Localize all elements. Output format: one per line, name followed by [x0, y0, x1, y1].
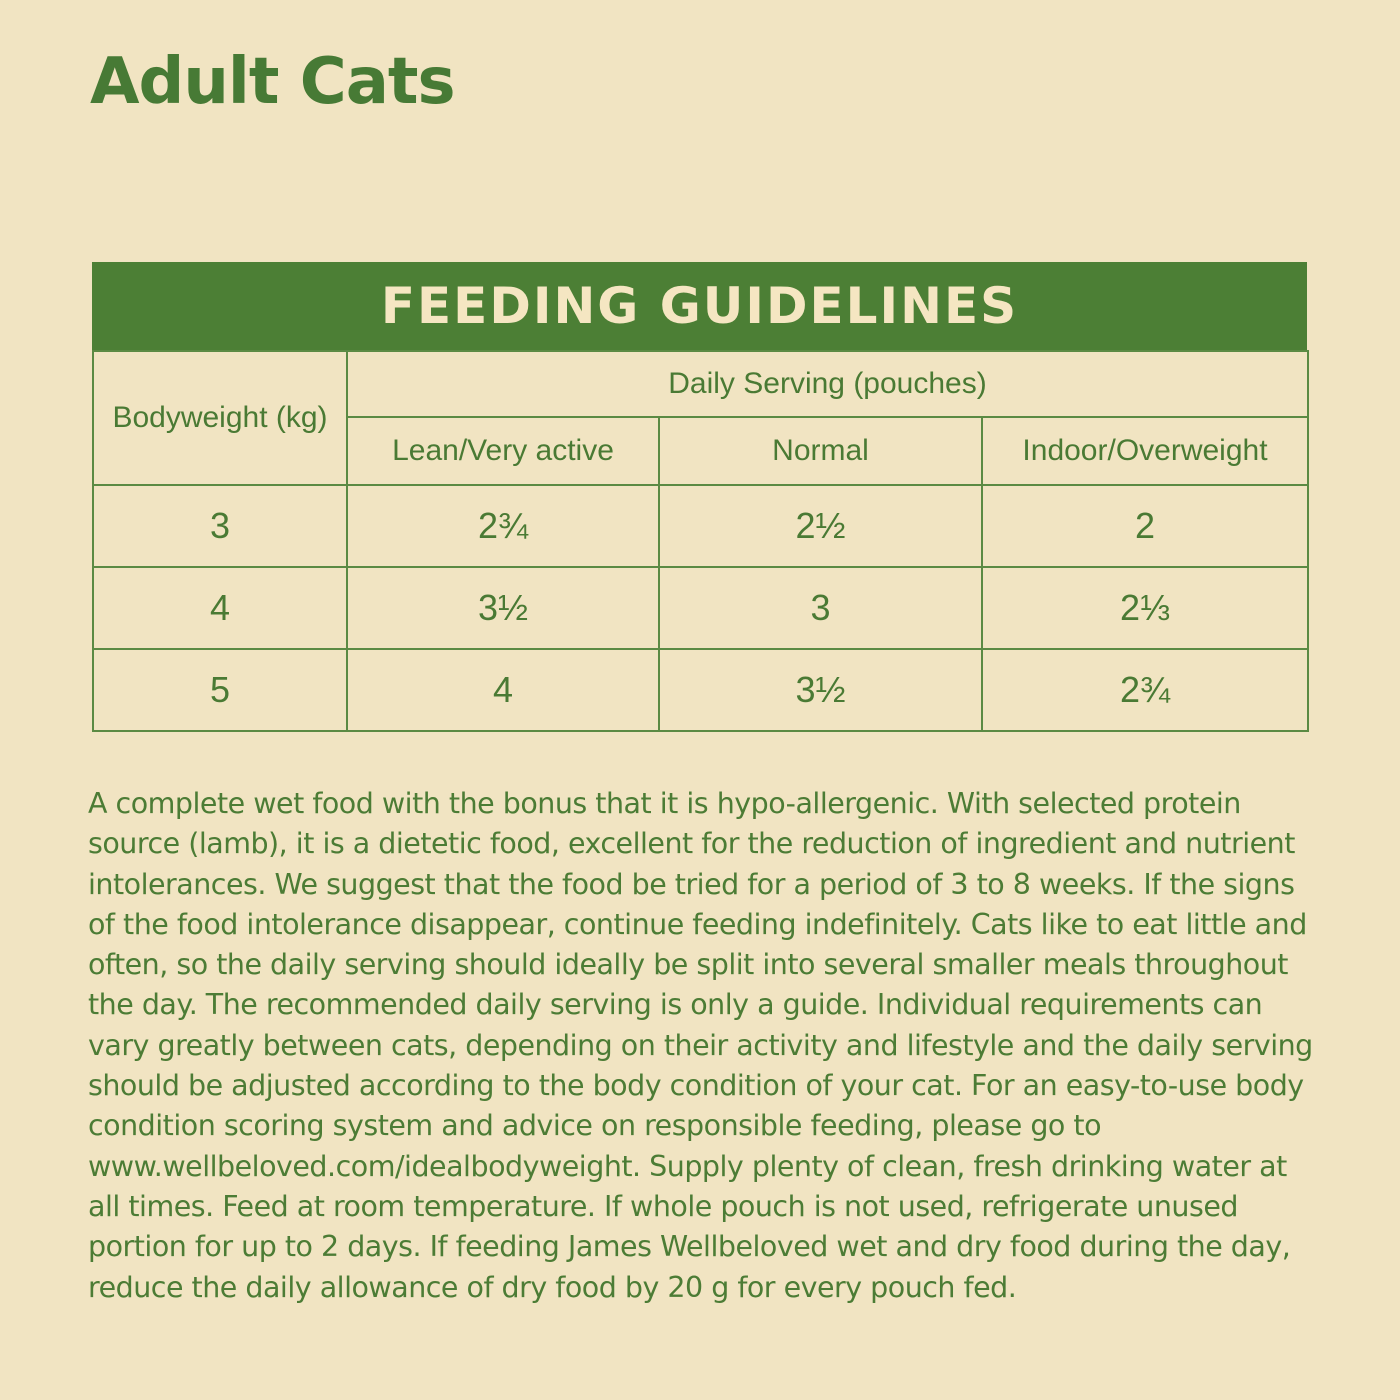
lean-serving-cell: 2¾ — [347, 485, 659, 567]
page-title: Adult Cats — [90, 45, 455, 119]
table-banner: FEEDING GUIDELINES — [92, 262, 1307, 350]
normal-serving-cell: 3½ — [659, 649, 982, 731]
normal-header: Normal — [659, 417, 982, 485]
indoor-overweight-header: Indoor/Overweight — [982, 417, 1308, 485]
bodyweight-cell: 5 — [93, 649, 347, 731]
bodyweight-header: Bodyweight (kg) — [93, 351, 347, 485]
table-row — [93, 649, 1308, 731]
daily-serving-header: Daily Serving (pouches) — [347, 351, 1308, 417]
indoor-serving-cell: 2¾ — [982, 649, 1308, 731]
feeding-table — [92, 350, 1309, 732]
indoor-serving-cell: 2 — [982, 485, 1308, 567]
lean-serving-cell: 3½ — [347, 567, 659, 649]
lean-very-active-header: Lean/Very active — [347, 417, 659, 485]
bodyweight-cell: 3 — [93, 485, 347, 567]
bodyweight-cell: 4 — [93, 567, 347, 649]
table-row — [93, 567, 1308, 649]
indoor-serving-cell: 2⅓ — [982, 567, 1308, 649]
table-row — [93, 485, 1308, 567]
lean-serving-cell: 4 — [347, 649, 659, 731]
normal-serving-cell: 3 — [659, 567, 982, 649]
normal-serving-cell: 2½ — [659, 485, 982, 567]
feeding-description: A complete wet food with the bonus that it is hypo-allergenic. With selected protein source (lamb), it is a dietetic food, excellent for the reduction of ingredient and nutrient intolerances. We suggest that the food be tried for a period of 3 to 8 weeks. If the signs of the food intolerance disappear, continue feeding indefinitely. Cats like to eat little and often, so the daily serving should ideally be split into several smaller meals throughout the day. The recommended daily serving is only a guide. Individual requirements can vary greatly between cats, depending on their activity and lifestyle and the daily serving should be adjusted according to the body condition of your cat. For an easy-to-use body condition scoring system and advice on responsible feeding, please go to www.wellbeloved.com/idealbodyweight. Supply plenty of clean, fresh drinking water at all times. Feed at room temperature. If whole pouch is not used, refrigerate unused portion for up to 2 days. If feeding James Wellbeloved wet and dry food during the day, reduce the daily allowance of dry food by 20 g for every pouch fed. — [88, 787, 1313, 1304]
feeding-guidelines-table — [92, 262, 1307, 732]
